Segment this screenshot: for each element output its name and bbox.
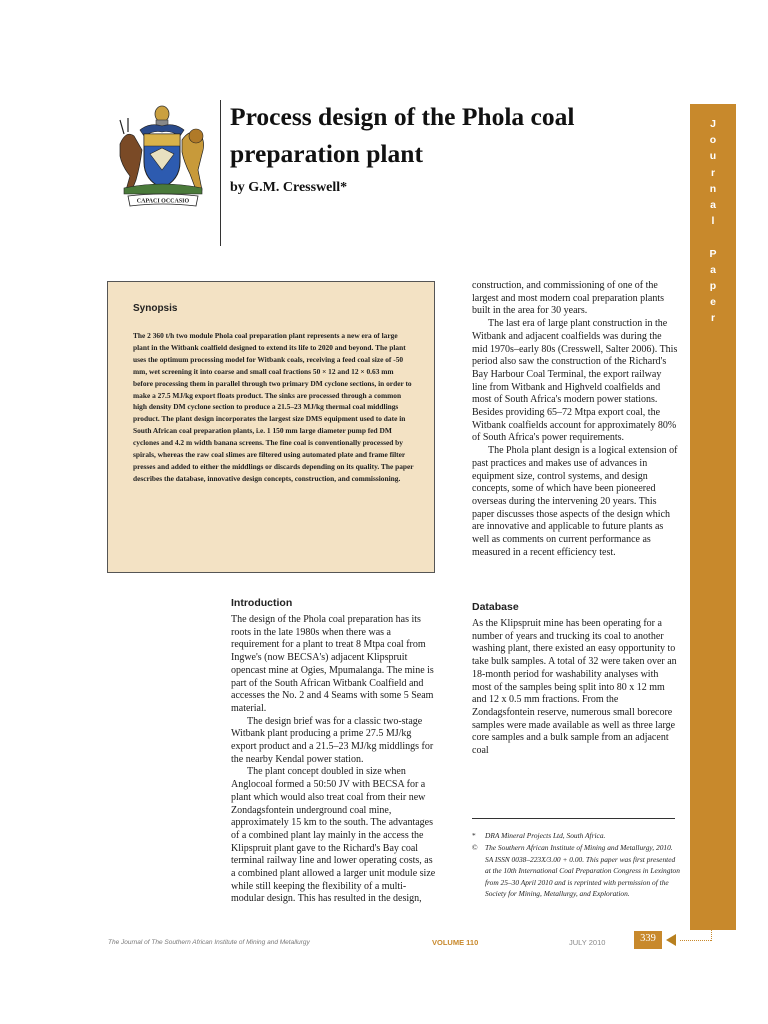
synopsis-text: The 2 360 t/h two module Phola coal preparation plant represents a new era of large plant in the Witbank coalfield designed to extend its life to 2020 and beyond. The plant uses the optimum processing model for Witbank coals, receiving a feed coal size of -50 mm, wet screening it into coarse and small coal fractions 50 × 12 and 12 × 0.63 mm before processing them in parallel through two primary DM cyclone sections, in order to make a 27.5 MJ/kg export floats product. The sinks are processed through a common high density DM cyclone section to produce a 21.5–23 MJ/kg thermal coal middlings product. The plant design incorporates the largest size DMS equipment used to date in South African coal preparation plants, i.e. 1 150 mm large diameter pump fed DM cyclones and 4.2 m width banana screens. The fine coal is conventionally processed by spirals, whereas the raw coal slimes are filtered using automated plate and frame filter presses and added to either the middlings or discards depending on its quality. The paper describes the database, innovative design concepts, construction, and commissioning.: [133, 331, 414, 483]
side-tab-letter: l: [711, 215, 715, 228]
right-column-paragraph: The Phola plant design is a logical extension of past practices and makes use of advances in equipment size, control systems, and design concepts, some of which have been pioneered overseas during the intervening 20 years. This paper discusses those aspects of the design which are innovative and applicable to future plants as well as comments on current performance as measured in a recent efficiency test.: [472, 445, 678, 558]
footnotes: [472, 830, 682, 900]
institute-crest-logo: [110, 100, 215, 210]
paper-title: Process design of the Phola coal preparation plant: [230, 102, 575, 168]
side-tab-letter: [690, 229, 736, 245]
previous-page-arrow-icon[interactable]: [666, 934, 676, 946]
introduction-paragraph: The design of the Phola coal preparation has its roots in the late 1980s when there was a requirement for a plant to treat 8 Mtpa coal from Ingwe's (now BECSA's) adjacent Klipspruit opencast mine at Ogies, Mpumalanga. The mine is part of the South African Witbank Coalfield and accesses the No. 2 and 4 Seams with some 5 Seam material.: [231, 614, 434, 714]
introduction-heading: Introduction: [231, 597, 293, 609]
dotted-leader-line: [711, 930, 712, 941]
page-number: 339: [640, 933, 656, 944]
footnote-rule: [472, 818, 675, 819]
footnote-item: [472, 830, 682, 841]
side-tab-letter: o: [709, 134, 717, 147]
database-heading: Database: [472, 601, 519, 613]
title-divider-rule: [220, 100, 221, 246]
side-tab-letter: e: [710, 296, 716, 309]
right-column-paragraph: construction, and commissioning of one of the largest and most modern coal preparation plants built in the area for 30 years.: [472, 280, 664, 317]
footnote-text: DRA Mineral Projects Ltd, South Africa.: [485, 831, 606, 840]
synopsis-heading: Synopsis: [133, 303, 178, 314]
side-tab-letter: r: [710, 166, 716, 179]
footnote-marker: ©: [472, 843, 478, 853]
paper-author: by G.M. Cresswell*: [230, 180, 348, 195]
side-tab-letter: P: [709, 247, 717, 260]
introduction-body: [231, 614, 436, 906]
right-column-paragraph: The last era of large plant construction in the Witbank and adjacent coalfields was during the mid 1970s–early 80s (Cresswell, Salter 2006). This period also saw the construction of the Richard's Bay Harbour Coal Terminal, the export railway line from Witbank and Highveld coalfields and most of South Africa's modern power stations. Besides providing 65–72 Mtpa export coal, the Witbank coalfields account for approximately 80% of South Africa's power requirements.: [472, 318, 678, 444]
database-body: [472, 618, 678, 758]
synopsis-box: [107, 281, 435, 573]
side-tab-letter: n: [709, 182, 717, 195]
footer-volume: VOLUME 110: [432, 938, 479, 947]
page-number-box: [634, 931, 662, 949]
journal-paper-side-tab: [690, 104, 736, 930]
side-tab-letter: J: [710, 118, 716, 130]
side-tab-label: [690, 116, 736, 327]
right-column-body: [472, 280, 678, 559]
dotted-leader-line: [680, 940, 711, 941]
footnote-item: [472, 842, 682, 899]
footnote-text: The Southern African Institute of Mining and Metallurgy, 2010. SA ISSN 0038–223X/3.00 + 0.00. This paper was first presented at the 10th International Coal Preparation Congress in Lexington from 25–30 April 2010 and is reprinted with permission of the Society for Mining, Metallurgy, and Exploration.: [485, 843, 680, 899]
side-tab-letter: p: [709, 280, 717, 293]
side-tab-letter: a: [710, 263, 716, 276]
introduction-paragraph: The plant concept doubled in size when Anglocoal formed a 50:50 JV with BECSA for a plant which would also treat coal from their new Zondagsfontein underground coal mine, approximately 15 km to the south. The advantages of a combined plant lay mainly in the access the Klipspruit plant gave to the Richard's Bay coal terminal railway line and lower operating costs, as a combined plant allowed a larger unit module size while still keeping the flexibility of a multi-modular design. This has resulted in the design,: [231, 766, 436, 905]
database-paragraph: As the Klipspruit mine has been operating for a number of years and trucking its coal to another washing plant, there existed an easy opportunity to take bulk samples. A total of 32 were taken over an 18-month period for washability analyses with most of the samples being split into 80 x 12 mm and 12 x 0.5 mm fractions. From the Zondagsfontein reserve, numerous small borecore samples were made available as well as three large core samples and a bulk sample from an adjacent coal: [472, 618, 677, 757]
crest-motto: CAPACI OCCASIO: [136, 198, 190, 205]
side-tab-letter: u: [709, 150, 717, 163]
side-tab-letter: a: [710, 199, 716, 212]
side-tab-letter: r: [710, 312, 716, 325]
footnote-marker: *: [472, 831, 476, 840]
introduction-paragraph: The design brief was for a classic two-stage Witbank plant producing a prime 27.5 MJ/kg export product and a 21.5–23 MJ/kg middlings for the nearby Kendal power station.: [231, 715, 434, 765]
footer-date: JULY 2010: [569, 938, 606, 947]
footer-journal-name: The Journal of The Southern African Institute of Mining and Metallurgy: [108, 939, 310, 946]
